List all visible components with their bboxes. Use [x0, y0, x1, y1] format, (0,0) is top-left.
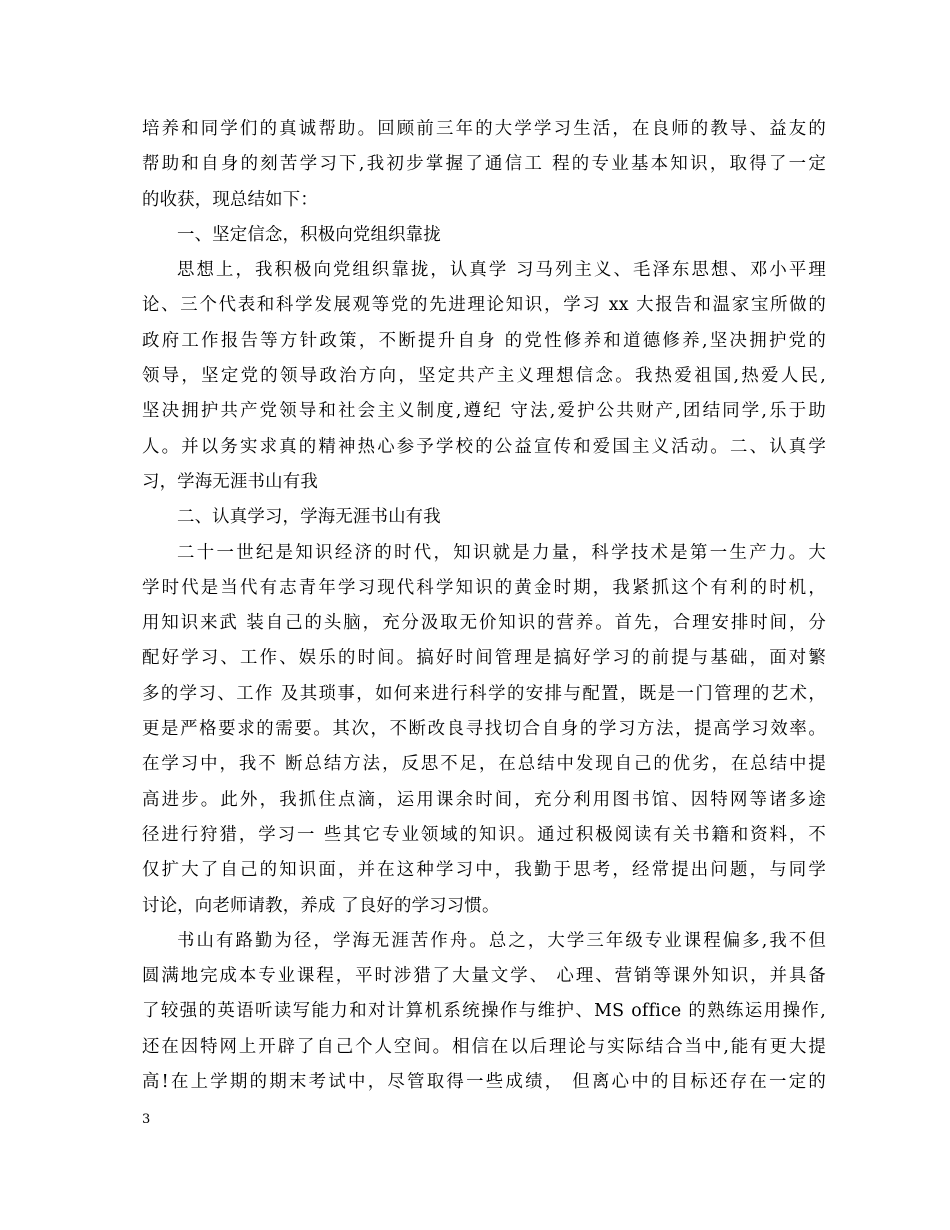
- text-line: 圆满地完成本专业课程，平时涉猎了大量文学、 心理、营销等课外知识，并具备: [142, 966, 826, 987]
- text-line: 二十一世纪是知识经济的时代，知识就是力量，科学技术是第一生产力。大: [177, 542, 826, 563]
- text-line: 人。并以务实求真的精神热心参予学校的公益宣传和爱国主义活动。二、认真学: [142, 436, 826, 457]
- text-line: 高进步。此外，我抓住点滴，运用课余时间，充分利用图书馆、因特网等诸多途: [142, 789, 826, 810]
- text-line: 学时代是当代有志青年学习现代科学知识的黄金时期，我紧抓这个有利的时机，: [142, 577, 826, 598]
- text-line: 仅扩大了自己的知识面，并在这种学习中，我勤于思考，经常提出问题，与同学: [142, 860, 826, 881]
- text-line: 讨论，向老师请教，养成 了良好的学习习惯。: [142, 895, 500, 916]
- text-line: 在学习中，我不 断总结方法，反思不足，在总结中发现自己的优劣，在总结中提: [142, 754, 826, 775]
- text-line: 二、认真学习，学海无涯书山有我: [177, 507, 441, 528]
- text-line: 政府工作报告等方针政策，不断提升自身 的党性修养和道德修养,坚决拥护党的: [142, 330, 826, 351]
- text-line: 更是严格要求的需要。其次，不断改良寻找切合自身的学习方法，提高学习效率。: [142, 719, 826, 740]
- text-line: 用知识来武 装自己的头脑，充分汲取无价知识的营养。首先，合理安排时间，分: [142, 613, 826, 634]
- text-line: 论、三个代表和科学发展观等党的先进理论知识，学习 xx 大报告和温家宝所做的: [142, 295, 826, 316]
- text-line: 径进行狩猎，学习一 些其它专业领域的知识。通过积极阅读有关书籍和资料，不: [142, 824, 826, 845]
- page-number: 3: [142, 1112, 151, 1127]
- text-line: 一、坚定信念，积极向党组织靠拢: [177, 224, 441, 245]
- text-line: 的收获，现总结如下：: [142, 189, 318, 210]
- text-line: 思想上，我积极向党组织靠拢，认真学 习马列主义、毛泽东思想、邓小平理: [177, 260, 826, 281]
- text-line: 配好学习、工作、娱乐的时间。搞好时间管理是搞好学习的前提与基础，面对繁: [142, 648, 826, 669]
- body-text: [142, 112, 826, 1100]
- text-line: 培养和同学们的真诚帮助。回顾前三年的大学学习生活，在良师的教导、益友的: [142, 119, 826, 139]
- text-line: 坚决拥护共产党领导和社会主义制度,遵纪 守法,爱护公共财产,团结同学,乐于助: [142, 401, 826, 422]
- text-line: 多的学习、工作 及其琐事，如何来进行科学的安排与配置，既是一门管理的艺术，: [142, 683, 826, 704]
- text-line: 高!在上学期的期末考试中，尽管取得一些成绩， 但离心中的目标还存在一定的: [142, 1072, 826, 1093]
- text-line: 书山有路勤为径，学海无涯苦作舟。总之，大学三年级专业课程偏多,我不但: [177, 930, 826, 951]
- text-line: 了较强的英语听读写能力和对计算机系统操作与维护、MS office 的熟练运用操作,: [142, 1001, 826, 1022]
- text-line: 还在因特网上开辟了自己个人空间。相信在以后理论与实际结合当中,能有更大提: [142, 1036, 826, 1057]
- text-line: 帮助和自身的刻苦学习下,我初步掌握了通信工 程的专业基本知识，取得了一定: [142, 154, 826, 175]
- text-line: 领导，坚定党的领导政治方向，坚定共产主义理想信念。我热爱祖国,热爱人民,: [142, 366, 826, 387]
- text-line: 习，学海无涯书山有我: [142, 471, 318, 492]
